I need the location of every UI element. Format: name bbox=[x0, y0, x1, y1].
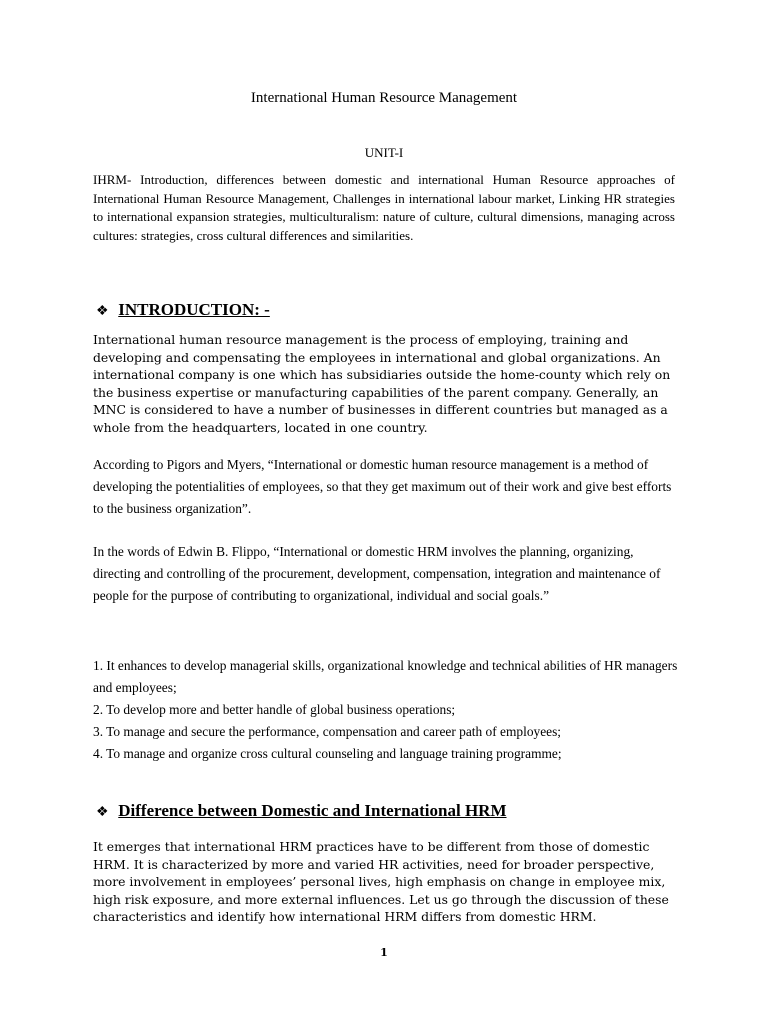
pigors-myers-quote: According to Pigors and Myers, “International or domestic human resource management is a method of developing the potentialities of employees, so that they get maximum out of their work and give best efforts to the business organization”. bbox=[93, 457, 672, 516]
list-item: 2. To develop more and better handle of global business operations; bbox=[93, 702, 456, 717]
difference-heading-text: Difference between Domestic and International HRM bbox=[118, 801, 507, 820]
introduction-heading-text: INTRODUCTION: - bbox=[118, 300, 270, 319]
syllabus-paragraph: IHRM- Introduction, differences between domestic and international Human Resource approaches of International Human Resource Management, Challenges in international labour market, Linking HR strategies to international expansion strategies, multiculturalism: nature of culture, cultural dimensions, managing across cultures: strategies, cross cultural differences and similarities. bbox=[93, 172, 675, 243]
difference-heading bbox=[96, 800, 507, 824]
flippo-quote: In the words of Edwin B. Flippo, “International or domestic HRM involves the planning, organizing, directing and controlling of the procurement, development, compensation, integration and maintenance of people for the purpose of contributing to organizational, individual and social goals.” bbox=[93, 544, 661, 603]
objectives-list bbox=[93, 655, 678, 765]
intro-paragraph: International human resource management is the process of employing, training and developing and compensating the employees in international and global organizations. An international company is one which has subsidiaries outside the home-county which rely on the business expertise or manufacturing capabilities of the parent company. Generally, an MNC is considered to have a number of businesses in different countries but managed as a whole from the headquarters, located in one country. bbox=[93, 332, 671, 435]
introduction-heading bbox=[96, 299, 270, 323]
page-number: 1 bbox=[380, 946, 388, 959]
list-item: 4. To manage and organize cross cultural counseling and language training programme; bbox=[93, 746, 562, 761]
diamond-bullet-icon: ❖ bbox=[96, 805, 109, 820]
list-item: 3. To manage and secure the performance, compensation and career path of employees; bbox=[93, 724, 562, 739]
document-title: International Human Resource Management bbox=[250, 90, 518, 106]
difference-paragraph: It emerges that international HRM practices have to be different from those of domestic HRM. It is characterized by more and varied HR activities, need for broader perspective, more involvement in employees’ personal lives, high emphasis on change in employee mix, high risk exposure, and more external influences. Let us go through the discussion of these characteristics and identify how international HRM differs from domestic HRM. bbox=[93, 839, 669, 925]
list-item: 1. It enhances to develop managerial skills, organizational knowledge and technical abilities of HR managers and employees; bbox=[93, 658, 678, 695]
unit-label: UNIT-I bbox=[364, 145, 404, 160]
diamond-bullet-icon: ❖ bbox=[96, 304, 109, 319]
